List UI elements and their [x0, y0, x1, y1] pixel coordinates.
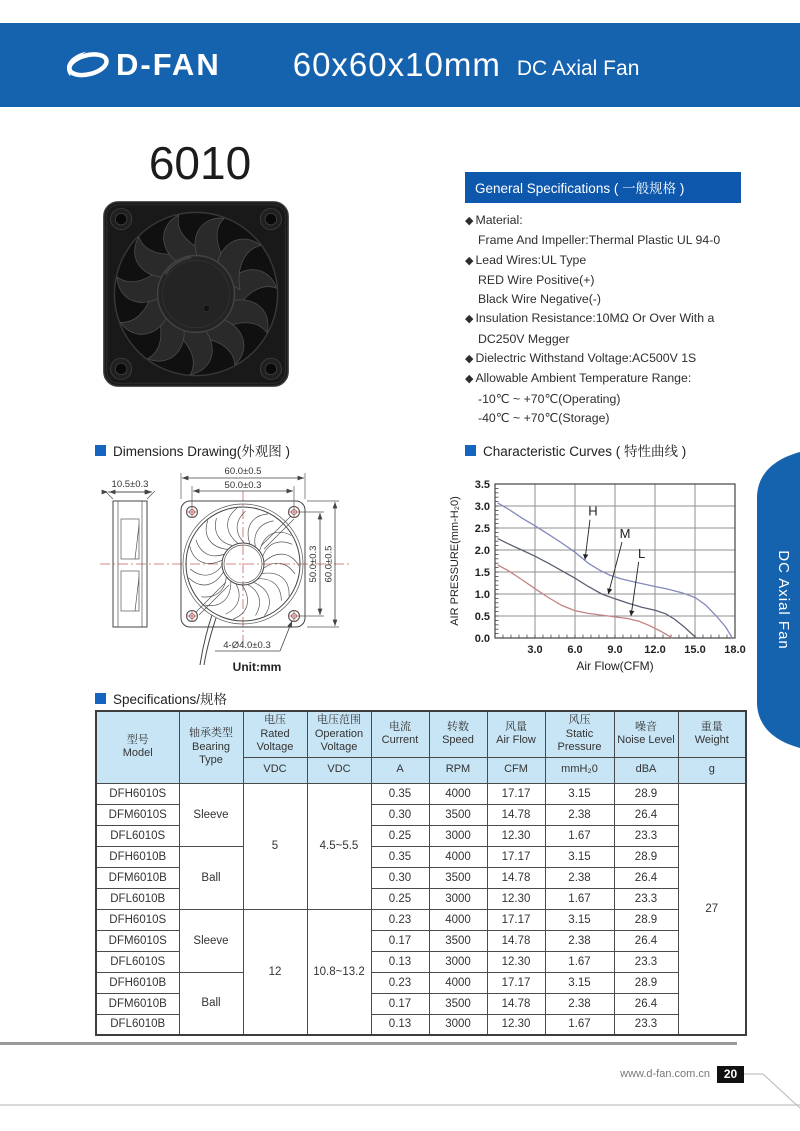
svg-text:15.0: 15.0 — [684, 644, 706, 656]
spec-row: DFM6010B 0.17 3500 14.78 2.38 26.4 — [96, 993, 746, 1014]
spec-line: Black Wire Negative(-) — [478, 292, 601, 307]
unit-operation: VDC — [307, 757, 371, 783]
side-tab — [754, 452, 800, 748]
specs-table-wrap — [95, 710, 747, 1036]
curve-L — [498, 565, 673, 638]
brand — [62, 47, 221, 83]
unit-current: A — [371, 757, 429, 783]
characteristic-curves-chart — [448, 470, 748, 675]
y-axis-label: AIR PRESSURE(mm-H₂0) — [449, 496, 461, 626]
col-bearing: 轴承类型 Bearing Type — [179, 711, 243, 783]
spec-line: DC250V Megger — [478, 331, 570, 346]
spec-row: DFH6010B Ball 0.23 4000 17.17 3.15 28.9 — [96, 972, 746, 993]
spec-line: ◆ Material: — [465, 213, 523, 227]
page-number-badge: 20 — [717, 1066, 744, 1083]
unit-speed: RPM — [429, 757, 487, 783]
spec-row: DFL6010B 0.25 3000 12.30 1.67 23.3 — [96, 888, 746, 909]
section-square-icon — [95, 693, 106, 704]
dim-hole-note: 4-Ø4.0±0.3 — [223, 640, 271, 651]
general-specs-panel — [465, 172, 741, 428]
svg-text:3.0: 3.0 — [474, 501, 490, 513]
col-current: 电流 Current — [371, 711, 429, 757]
svg-text:1.0: 1.0 — [474, 589, 490, 601]
side-tab-label: DC Axial Fan — [775, 550, 792, 650]
doc-title: 60x60x10mm — [292, 46, 501, 83]
unit-pressure: mmH₂0 — [545, 757, 614, 783]
spec-row: DFL6010B 0.13 3000 12.30 1.67 23.3 — [96, 1014, 746, 1035]
spec-row: DFH6010S Sleeve 5 4.5~5.5 0.35 4000 17.17 3.15 28.9 27 — [96, 783, 746, 804]
unit-noise: dBA — [614, 757, 678, 783]
spec-row: DFH6010B Ball 0.35 4000 17.17 3.15 28.9 — [96, 846, 746, 867]
svg-text:18.0: 18.0 — [724, 644, 746, 656]
dim-outer-width: 60.0±0.5 — [224, 466, 262, 477]
footer-corner-lines — [0, 1060, 800, 1131]
brand-name: D-FAN — [116, 47, 221, 82]
curve-label-H: H — [588, 503, 598, 519]
col-noise: 噪音 Noise Level — [614, 711, 678, 757]
spec-line: ◆ Allowable Ambient Temperature Range: — [465, 371, 692, 386]
svg-text:3.5: 3.5 — [474, 479, 490, 491]
x-axis-label: Air Flow(CFM) — [576, 659, 654, 673]
unit-rated: VDC — [243, 757, 307, 783]
dim-hole-pitch-h: 50.0±0.3 — [308, 545, 319, 583]
section-square-icon — [465, 445, 476, 456]
section-square-icon — [95, 445, 106, 456]
spec-row: DFL6010S 0.25 3000 12.30 1.67 23.3 — [96, 825, 746, 846]
col-airflow: 风量 Air Flow — [487, 711, 545, 757]
specs-section-header: Specifications/规格 — [95, 688, 227, 708]
general-specs-list — [465, 211, 741, 428]
svg-text:0.5: 0.5 — [474, 611, 490, 623]
spec-row: DFH6010S Sleeve 12 10.8~13.2 0.23 4000 17.17 3.15 28.9 — [96, 909, 746, 930]
col-model: 型号 Model — [96, 711, 179, 783]
spec-line: RED Wire Positive(+) — [478, 272, 595, 287]
curves-section-header: Characteristic Curves ( 特性曲线 ) — [465, 440, 686, 460]
col-pressure: 风压 Static Pressure — [545, 711, 614, 757]
dim-outer-height: 60.0±0.5 — [323, 545, 335, 583]
header-banner — [0, 23, 800, 107]
specs-table — [95, 710, 747, 1036]
svg-text:2.0: 2.0 — [474, 545, 490, 557]
diamond-bullet-icon: ◆ — [465, 373, 474, 386]
fan-photo — [100, 198, 292, 390]
dfan-logo-icon — [62, 48, 112, 82]
col-operation: 电压范围 Operation Voltage — [307, 711, 371, 757]
svg-text:9.0: 9.0 — [607, 644, 623, 656]
footer-divider — [0, 1042, 737, 1045]
spec-row: DFM6010B 0.30 3500 14.78 2.38 26.4 — [96, 867, 746, 888]
dim-thickness: 10.5±0.3 — [111, 479, 149, 490]
svg-text:6.0: 6.0 — [567, 644, 583, 656]
dim-hole-pitch-w: 50.0±0.3 — [224, 480, 262, 491]
header-row-main — [96, 711, 746, 757]
diamond-bullet-icon: ◆ — [465, 215, 474, 227]
curve-label-M: M — [619, 526, 631, 542]
unit-label: Unit:mm — [232, 660, 282, 674]
col-rated: 电压 Rated Voltage — [243, 711, 307, 757]
diamond-bullet-icon: ◆ — [465, 254, 474, 267]
dimensions-drawing — [95, 465, 440, 683]
spec-row: DFL6010S 0.13 3000 12.30 1.67 23.3 — [96, 951, 746, 972]
spec-line: -10℃ ~ +70℃(Operating) — [478, 391, 621, 406]
svg-text:0.0: 0.0 — [474, 633, 490, 645]
svg-text:1.5: 1.5 — [474, 567, 490, 579]
spec-line: ◆ Insulation Resistance:10MΩ Or Over With a — [465, 311, 715, 326]
col-weight: 重量 Weight — [678, 711, 746, 757]
unit-weight: g — [678, 757, 746, 783]
svg-text:3.0: 3.0 — [527, 644, 543, 656]
side-view — [113, 501, 147, 627]
spec-line: ◆ Lead Wires:UL Type — [465, 252, 587, 267]
diamond-bullet-icon: ◆ — [465, 313, 474, 326]
spec-line: Frame And Impeller:Thermal Plastic UL 94-0 — [478, 233, 721, 248]
svg-text:12.0: 12.0 — [644, 644, 666, 656]
model-number: 6010 — [148, 137, 252, 189]
unit-airflow: CFM — [487, 757, 545, 783]
spec-row: DFM6010S 0.17 3500 14.78 2.38 26.4 — [96, 930, 746, 951]
spec-line: ◆ Dielectric Withstand Voltage:AC500V 1S — [465, 351, 697, 366]
website-url: www.d-fan.com.cn — [620, 1068, 710, 1080]
doc-subtitle: DC Axial Fan — [516, 57, 640, 80]
spec-line: -40℃ ~ +70℃(Storage) — [478, 410, 610, 425]
dimensions-section-header: Dimensions Drawing(外观图 ) — [95, 440, 290, 460]
curve-label-L: L — [638, 545, 646, 561]
diamond-bullet-icon: ◆ — [465, 353, 474, 366]
spec-row: DFM6010S 0.30 3500 14.78 2.38 26.4 — [96, 804, 746, 825]
col-speed: 转数 Speed — [429, 711, 487, 757]
svg-text:2.5: 2.5 — [474, 523, 490, 535]
general-specs-title: General Specifications ( 一般规格 ) — [465, 172, 741, 203]
